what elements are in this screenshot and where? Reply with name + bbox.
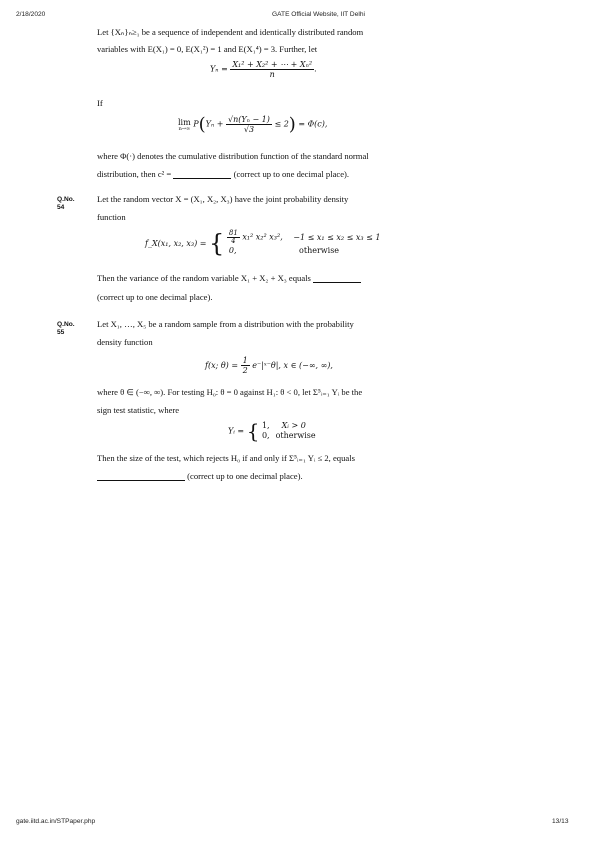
q55-line-1: Let X₁, …, X₅ be a random sample from a distribution with the probability — [97, 319, 354, 329]
lim-denominator: √3 — [243, 125, 255, 134]
q55-number: Q.No. 55 — [57, 321, 75, 336]
case2-condition: otherwise — [299, 246, 340, 255]
joint-pdf-equation: f_X(x₁, x₂, x₃) = { $\frac{81}{4}$ x₁² x₂² x₃², −1 ≤ x₁ ≤ x₂ ≤ x₃ ≤ 1 0, otherwise — [145, 229, 381, 258]
q54-number: Q.No. 54 — [57, 196, 75, 211]
lim-inner-right: ≤ 2 — [274, 119, 289, 129]
lim-rhs: = Φ(c), — [298, 119, 328, 129]
lim-fraction — [226, 115, 272, 134]
q55-precision: (correct up to one decimal place). — [187, 471, 303, 481]
yi-cases: 1, Xᵢ > 0 0, otherwise — [261, 421, 316, 440]
q54-line-1: Let the random vector X = (X₁, X₂, X₃) have the joint probability density — [97, 194, 349, 204]
case2-expression: 0, — [228, 246, 237, 255]
lim-numerator: √n(Yₙ − 1) — [228, 115, 270, 124]
density-rhs: e⁻|ˣ⁻θ|, x ∈ (−∞, ∞), — [252, 361, 333, 370]
case1-condition: −1 ≤ x₁ ≤ x₂ ≤ x₃ ≤ 1 — [293, 232, 381, 242]
answer-blank-55[interactable] — [97, 472, 185, 481]
probability-p: P — [193, 119, 199, 129]
answer-blank-53[interactable] — [173, 170, 231, 179]
q55-where-2: sign test statistic, where — [97, 405, 180, 415]
q55-line-2: density function — [97, 337, 153, 347]
page-number: 13/13 — [552, 818, 569, 825]
q53-if: If — [97, 98, 103, 108]
yi-lhs: Yᵢ = — [228, 426, 245, 436]
yn-fraction — [230, 60, 314, 79]
lim-inner-left: Yₙ + — [205, 119, 224, 129]
q54-then-text: Then the variance of the random variable X₁ + X₂ + X₃ equals — [97, 273, 311, 283]
q54-then — [97, 273, 361, 283]
limit-operator: lim n→∞ — [178, 117, 191, 132]
q53-line-2: variables with E(X₁) = 0, E(X₁²) = 1 and E(X₁⁴) = 3. Further, let — [97, 44, 318, 54]
joint-pdf-lhs: f_X(x₁, x₂, x₃) = — [145, 239, 207, 248]
site-title: GATE Official Website, IIT Delhi — [272, 11, 365, 18]
yn-denominator: n — [269, 70, 275, 79]
yi-definition: Yᵢ = { 1, Xᵢ > 0 0, otherwise — [228, 419, 316, 443]
q55-answer-line — [97, 471, 303, 481]
coefficient-fraction: $\frac{81}{4}$ — [228, 229, 238, 245]
joint-pdf-cases — [227, 230, 381, 257]
yn-numerator: X₁² + X₂² + ⋯ + Xₙ² — [232, 60, 313, 69]
q53-where-1: where Φ(·) denotes the cumulative distribution function of the standard normal — [97, 151, 369, 161]
q55-where-1: where θ ∈ (−∞, ∞). For testing H₀: θ = 0 against H₁: θ < 0, let Σ⁵ᵢ₌₁ Yᵢ be the — [97, 387, 363, 397]
half-fraction: $\frac{1}{2}$ — [242, 356, 248, 375]
footer-url: gate.iitd.ac.in/STPaper.php — [16, 818, 96, 825]
answer-blank-54[interactable] — [313, 274, 361, 283]
q54-line-2: function — [97, 212, 126, 222]
q55-then: Then the size of the test, which rejects H₀ if and only if Σ⁵ᵢ₌₁ Yᵢ ≤ 2, equals — [97, 453, 355, 463]
q53-precision: (correct up to one decimal place). — [233, 169, 350, 179]
q53-where-2 — [97, 169, 349, 179]
yn-definition: Yₙ = $\frac{\text{X₁² + X₂² + ⋯ + Xₙ²}}{n}$ . — [210, 60, 317, 79]
density-lhs: f(x; θ) = — [205, 361, 239, 370]
density-equation — [205, 356, 333, 375]
limit-equation: lim n→∞ P(Yₙ + $\frac{\text{√n(Yₙ − 1)}}{√3}$ ≤ 2) = Φ(c), — [178, 114, 328, 135]
yn-lhs: Yₙ = — [210, 64, 228, 74]
print-date: 2/18/2020 — [16, 11, 46, 18]
c-squared-label: distribution, then c² = — [97, 169, 172, 179]
case1-expression: x₁² x₂² x₃², — [242, 232, 283, 242]
q53-line-1: Let {Xₙ}ₙ≥₁ be a sequence of independent and identically distributed random — [97, 27, 364, 37]
q54-precision: (correct up to one decimal place). — [97, 292, 213, 302]
